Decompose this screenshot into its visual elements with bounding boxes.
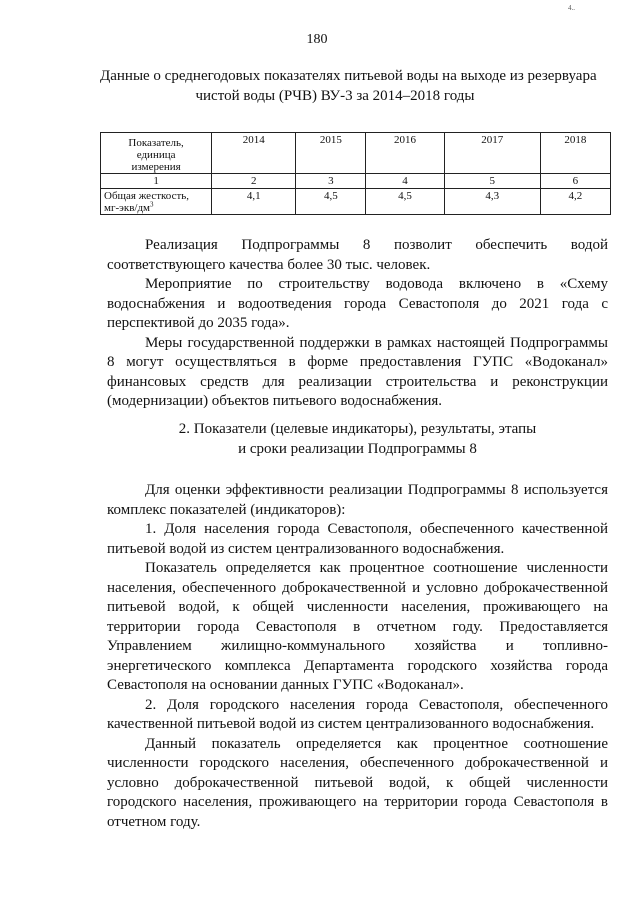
table-row-hardness [101, 189, 611, 215]
column-number-cell: 6 [540, 174, 610, 189]
table-title-line-1: Данные о среднегодовых показателях питьевой воды на выходе из резервуара [100, 68, 597, 84]
column-number-cell: 1 [101, 174, 212, 189]
row-label-line-1: Общая жесткость, [104, 190, 190, 202]
paragraph-indicator-1: 1. Доля населения города Севастополя, обеспеченного качественной питьевой водой из систем централизованного водоснабжения. [107, 521, 608, 557]
body-text-bottom [107, 481, 608, 832]
row-label-superscript: 3 [150, 200, 154, 209]
paragraph-state-support: Меры государственной поддержки в рамках настоящей Подпрограммы 8 могут осуществляться в форме предоставления ГУПС «Водоканал» финансовых средств для реализации строительства и реконструкции (модернизации) объектов питьевого водоснабжения. [107, 334, 608, 409]
header-indicator-line-3: измерения [131, 161, 181, 173]
column-number-cell: 4 [366, 174, 444, 189]
header-cell-indicator [101, 133, 212, 174]
value-cell-2017: 4,3 [444, 189, 540, 215]
section-heading-line-1: 2. Показатели (целевые индикаторы), результаты, этапы [178, 421, 537, 437]
row-label-line-2 [104, 202, 208, 214]
row-label-cell [101, 189, 212, 215]
column-number-cell: 5 [444, 174, 540, 189]
table-title [100, 66, 597, 106]
value-cell-2014: 4,1 [212, 189, 296, 215]
paragraph-indicator-2: 2. Доля городского населения города Севастополя, обеспеченного качественной питьевой водой из систем централизованного водоснабжения. [107, 696, 608, 732]
page-number: 180 [306, 32, 328, 47]
header-cell-year: 2017 [444, 133, 540, 174]
header-indicator-line-2: единица [136, 149, 176, 161]
header-cell-year: 2018 [540, 133, 610, 174]
body-text-top [107, 236, 608, 412]
section-heading-line-2: и сроки реализации Подпрограммы 8 [238, 440, 477, 457]
paragraph-water-pipeline: Мероприятие по строительству водовода включено в «Схему водоснабжения и водоотведения города Севастополя до 2021 года с перспективой до 2035 года». [107, 276, 608, 331]
corner-mark: 4.. [568, 4, 575, 12]
value-cell-2018: 4,2 [540, 189, 610, 215]
column-number-cell: 3 [296, 174, 366, 189]
section-heading [107, 420, 608, 459]
header-cell-year: 2016 [366, 133, 444, 174]
value-cell-2016: 4,5 [366, 189, 444, 215]
column-number-cell: 2 [212, 174, 296, 189]
row-label-unit: мг-экв/дм [104, 202, 151, 214]
header-indicator-line-1: Показатель, [128, 137, 184, 149]
header-cell-year: 2014 [212, 133, 296, 174]
paragraph-indicator-1-definition: Показатель определяется как процентное соотношение численности населения, обеспеченного доброкачественной и условно доброкачественной питьевой водой, к общей численности населения, проживающего на территории города Севастополя в отчетном году. Предоставляется Управлением жилищно-коммунального хозяйства и топливно-энергетического комплекса Департамента городского хозяйства города Севастополя на основании данных ГУПС «Водоканал». [107, 560, 608, 693]
table-column-number-row [101, 174, 611, 189]
paragraph-indicator-2-definition: Данный показатель определяется как процентное соотношение численности городского населения, обеспеченного доброкачественной и условно доброкачественной питьевой водой, к общей численности городского населения, проживающего на территории города Севастополя в отчетном году. [107, 735, 608, 830]
value-cell-2015: 4,5 [296, 189, 366, 215]
table-title-line-2: чистой воды (РЧВ) ВУ-3 за 2014–2018 годы [195, 88, 475, 104]
table-header-row [101, 133, 611, 174]
header-cell-year: 2015 [296, 133, 366, 174]
paragraph-indicators-intro: Для оценки эффективности реализации Подпрограммы 8 используется комплекс показателей (индикаторов): [107, 482, 608, 518]
paragraph-implementation: Реализация Подпрограммы 8 позволит обеспечить водой соответствующего качества более 30 тыс. человек. [107, 237, 608, 273]
water-quality-table [100, 132, 611, 215]
